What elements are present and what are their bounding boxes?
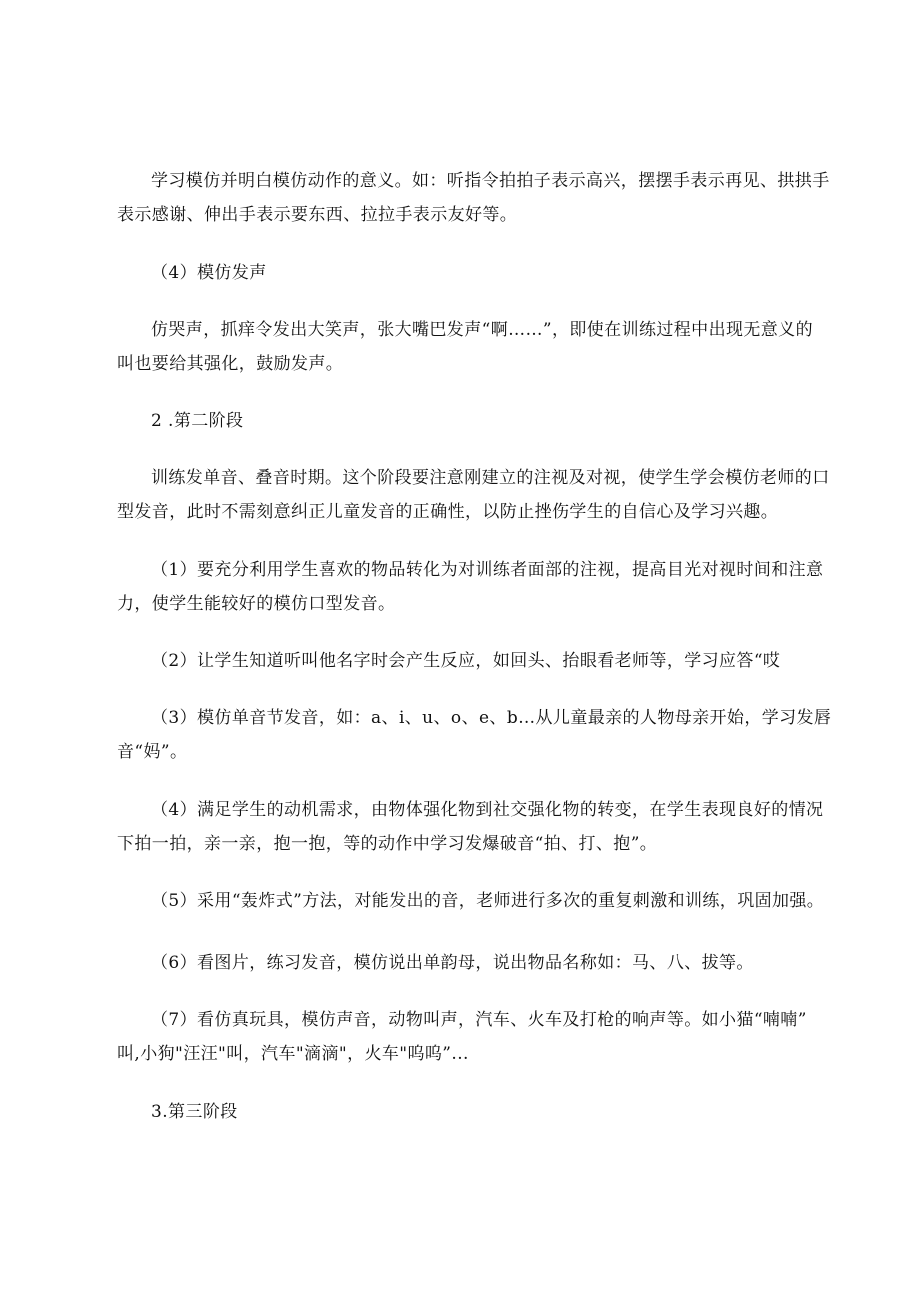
text-line: 型发音，此时不需刻意纠正儿童发音的正确性，以防止挫伤学生的自信心及学习兴趣。: [117, 502, 779, 522]
text-line: 叫,小狗"汪汪"叫，汽车"滴滴"，火车"呜呜”...: [117, 1044, 469, 1064]
text-line: 下拍一拍，亲一亲，抱一抱，等的动作中学习发爆破音“拍、打、抱”。: [117, 834, 658, 854]
list-item-2: [117, 644, 809, 678]
text-line: （4）满足学生的动机需求，由物体强化物到社交强化物的转变，在学生表现良好的情况: [151, 800, 824, 820]
text-line: （3）模仿单音节发音，如：a、i、u、o、e、b…从儿童最亲的人物母亲开始，学习发唇: [151, 708, 832, 728]
list-item-1: [117, 553, 824, 621]
text-line: 叫也要给其强化，鼓励发声。: [117, 354, 344, 374]
list-item-4: [117, 793, 824, 861]
text-line: （1）要充分利用学生喜欢的物品转化为对训练者面部的注视，提高目光对视时间和注意: [151, 560, 824, 580]
paragraph-imitate-sound: [117, 313, 813, 381]
heading-stage-two: [117, 404, 809, 438]
paragraph-stage-two-intro: [117, 461, 830, 529]
heading-text: 3.第三阶段: [151, 1102, 238, 1122]
list-item-6: [117, 946, 809, 980]
text-line: （7）看仿真玩具，模仿声音，动物叫声，汽车、火车及打枪的响声等。如小猫“喃喃”: [151, 1010, 807, 1030]
text-line: （2）让学生知道听叫他名字时会产生反应，如回头、抬眼看老师等，学习应答“哎: [151, 651, 781, 671]
text-line: 音“妈”。: [117, 742, 188, 762]
text-line: 学习模仿并明白模仿动作的意义。如：听指令拍拍子表示高兴，摆摆手表示再见、拱拱手: [151, 171, 830, 191]
heading-imitate-sound: [117, 256, 809, 290]
text-line: 力，使学生能较好的模仿口型发音。: [117, 594, 396, 614]
text-line: （5）采用“轰炸式”方法，对能发出的音，老师进行多次的重复刺激和训练，巩固加强。: [151, 891, 825, 911]
text-line: 表示感谢、伸出手表示要东西、拉拉手表示友好等。: [117, 205, 518, 225]
heading-stage-three: [117, 1095, 809, 1129]
list-item-7: [117, 1003, 809, 1071]
paragraph-imitation-meaning: [117, 164, 830, 232]
heading-text: （4）模仿发声: [151, 263, 267, 283]
list-item-3: [117, 701, 832, 769]
text-line: （6）看图片，练习发音，模仿说出单韵母，说出物品名称如：马、八、拔等。: [151, 953, 754, 973]
list-item-5: [117, 884, 825, 918]
text-line: 仿哭声，抓痒令发出大笑声，张大嘴巴发声“啊……”，即使在训练过程中出现无意义的: [151, 320, 813, 340]
heading-text: 2 .第二阶段: [151, 411, 244, 431]
text-line: 训练发单音、叠音时期。这个阶段要注意刚建立的注视及对视，使学生学会模仿老师的口: [151, 468, 830, 488]
